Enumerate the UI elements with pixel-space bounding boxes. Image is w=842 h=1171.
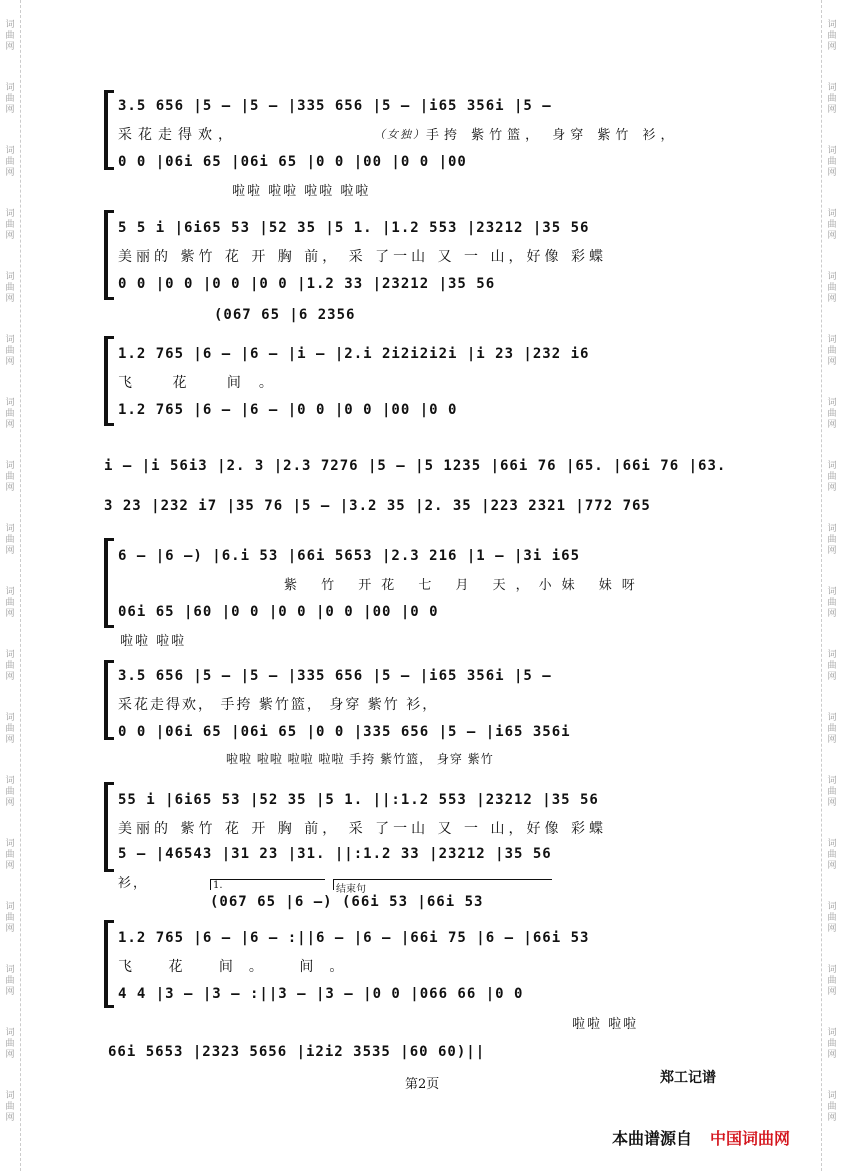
system-brace <box>104 660 108 740</box>
watermark-text: 词 曲 网 <box>5 398 15 430</box>
melody-line-2: 3 23 |232 i7 |35 76 |5 – |3.2 35 |2. 35 |223 2321 |772 765 <box>104 498 651 514</box>
upper-notes: 1.2 765 |6 – |6 – :||6 – |6 – |66i 75 |6 – |66i 53 <box>118 930 590 946</box>
upper-lyric: 采花走得欢， 手挎 紫竹篮， 身穿 紫竹 衫， <box>118 697 439 713</box>
lower-notes: 5 – |46543 |31 23 |31. ||:1.2 33 |23212 |35 56 <box>118 846 552 862</box>
upper-lyric: 飞 花 间。 间。 <box>118 959 360 975</box>
score-system-2 <box>104 210 740 300</box>
ending-phrase-bracket <box>333 879 552 895</box>
intro-phrase: (067 65 |6 2356 <box>214 307 356 323</box>
watermark-text: 词 曲 网 <box>5 650 15 682</box>
watermark-text: 词 曲 网 <box>827 587 837 619</box>
system-brace <box>104 90 108 170</box>
ending-label: 结束句 <box>336 884 366 895</box>
page-number: 第2页 <box>405 1077 440 1092</box>
watermark-text: 词 曲 网 <box>827 650 837 682</box>
lower-notes: 06i 65 |60 |0 0 |0 0 |0 0 |00 |0 0 <box>118 604 439 620</box>
upper-lyric-2: 手挎 紫竹篮， 身穿 紫竹 衫， <box>426 128 679 143</box>
lower-lyric: 啦啦 啦啦 <box>120 634 187 649</box>
watermark-text: 词 曲 网 <box>827 1091 837 1123</box>
lower-notes: 0 0 |06i 65 |06i 65 |0 0 |335 656 |5 – |i65 356i <box>118 724 571 740</box>
system-brace <box>104 336 108 426</box>
score-system-3 <box>104 336 740 426</box>
source-brand: 中国词曲网 <box>710 1129 791 1148</box>
system-brace <box>104 920 108 1008</box>
right-watermark-strip <box>821 0 842 1171</box>
upper-lyric: 紫 竹 开花 七 月 天，小妹 妹呀 <box>284 578 645 593</box>
watermark-text: 词 曲 网 <box>5 1091 15 1123</box>
watermark-text: 词 曲 网 <box>5 839 15 871</box>
watermark-text: 词 曲 网 <box>827 146 837 178</box>
lower-lyric: 啦啦 啦啦 啦啦 啦啦 <box>232 184 371 199</box>
upper-notes: 1.2 765 |6 – |6 – |i – |2.i 2i2i2i2i |i 23 |232 i6 <box>118 346 590 362</box>
upper-notes: 5 5 i |6i65 53 |52 35 |5 1. |1.2 553 |23212 |35 56 <box>118 220 590 236</box>
lower-lyric: 啦啦 啦啦 <box>572 1017 639 1032</box>
upper-lyric: 美丽的 紫竹 花 开 胸 前， 采 了一山 又 一 山，好像 彩蝶 <box>118 821 607 837</box>
watermark-text: 词 曲 网 <box>827 902 837 934</box>
watermark-text: 词 曲 网 <box>5 209 15 241</box>
first-ending-bracket <box>210 879 325 890</box>
watermark-text: 词 曲 网 <box>5 461 15 493</box>
score-system-4 <box>104 538 740 628</box>
watermark-text: 词 曲 网 <box>5 776 15 808</box>
lower-notes: 0 0 |06i 65 |06i 65 |0 0 |00 |0 0 |00 <box>118 154 467 170</box>
lower-lyric-shan: 衫， <box>118 876 149 891</box>
watermark-text: 词 曲 网 <box>827 20 837 52</box>
watermark-text: 词 曲 网 <box>827 713 837 745</box>
lower-notes: 0 0 |0 0 |0 0 |0 0 |1.2 33 |23212 |35 56 <box>118 276 496 292</box>
upper-lyric: 采花走得欢， <box>118 127 238 143</box>
intro-phrase: (067 65 |6 –) (66i 53 |66i 53 <box>210 894 484 910</box>
watermark-text: 词 曲 网 <box>827 209 837 241</box>
upper-notes: 55 i |6i65 53 |52 35 |5 1. ||:1.2 553 |23212 |35 56 <box>118 792 599 808</box>
watermark-text: 词 曲 网 <box>5 83 15 115</box>
system-brace <box>104 538 108 628</box>
volta-label: 1. <box>213 880 223 891</box>
watermark-text: 词 曲 网 <box>5 272 15 304</box>
score-system-7 <box>104 920 740 1008</box>
upper-lyric: 美丽的 紫竹 花 开 胸 前， 采 了一山 又 一 山，好像 彩蝶 <box>118 249 607 265</box>
watermark-text: 词 曲 网 <box>827 83 837 115</box>
transcriber-credit: 郑工记谱 <box>660 1070 716 1086</box>
watermark-text: 词 曲 网 <box>827 272 837 304</box>
system-brace <box>104 782 108 872</box>
score-system-6 <box>104 782 740 872</box>
upper-notes: 3.5 656 |5 – |5 – |335 656 |5 – |i65 356i |5 – <box>118 98 552 114</box>
watermark-text: 词 曲 网 <box>5 524 15 556</box>
score-system-1 <box>104 90 740 170</box>
watermark-text: 词 曲 网 <box>5 335 15 367</box>
solo-tag: （女独） <box>374 128 426 141</box>
watermark-text: 词 曲 网 <box>827 335 837 367</box>
watermark-text: 词 曲 网 <box>827 965 837 997</box>
watermark-text: 词 曲 网 <box>827 1028 837 1060</box>
watermark-text: 词 曲 网 <box>5 20 15 52</box>
watermark-text: 词 曲 网 <box>827 776 837 808</box>
source-attribution <box>612 1126 790 1149</box>
score-system-5 <box>104 660 740 740</box>
watermark-text: 词 曲 网 <box>5 713 15 745</box>
upper-notes: 6 – |6 –) |6.i 53 |66i 5653 |2.3 216 |1 – |3i i65 <box>118 548 581 564</box>
source-label: 本曲谱源自 <box>612 1129 693 1148</box>
lower-notes: 4 4 |3 – |3 – :||3 – |3 – |0 0 |066 66 |0 0 <box>118 986 524 1002</box>
upper-lyric: 飞 花 间。 <box>118 375 291 391</box>
watermark-text: 词 曲 网 <box>5 965 15 997</box>
watermark-text: 词 曲 网 <box>5 902 15 934</box>
watermark-text: 词 曲 网 <box>827 461 837 493</box>
lower-lyric: 啦啦 啦啦 啦啦 啦啦 手挎 紫竹篮， 身穿 紫竹 <box>226 752 494 766</box>
upper-notes: 3.5 656 |5 – |5 – |335 656 |5 – |i65 356i |5 – <box>118 668 552 684</box>
melody-line-1: i – |i 56i3 |2. 3 |2.3 7276 |5 – |5 1235 |66i 76 |65. |66i 76 |63. <box>104 458 727 474</box>
left-watermark-strip <box>0 0 21 1171</box>
watermark-text: 词 曲 网 <box>5 146 15 178</box>
lower-notes: 1.2 765 |6 – |6 – |0 0 |0 0 |00 |0 0 <box>118 402 458 418</box>
watermark-text: 词 曲 网 <box>827 524 837 556</box>
system-brace <box>104 210 108 300</box>
watermark-text: 词 曲 网 <box>5 1028 15 1060</box>
watermark-text: 词 曲 网 <box>827 398 837 430</box>
final-melody-line: 66i 5653 |2323 5656 |i2i2 3535 |60 60)|| <box>108 1044 486 1060</box>
watermark-text: 词 曲 网 <box>5 587 15 619</box>
watermark-text: 词 曲 网 <box>827 839 837 871</box>
